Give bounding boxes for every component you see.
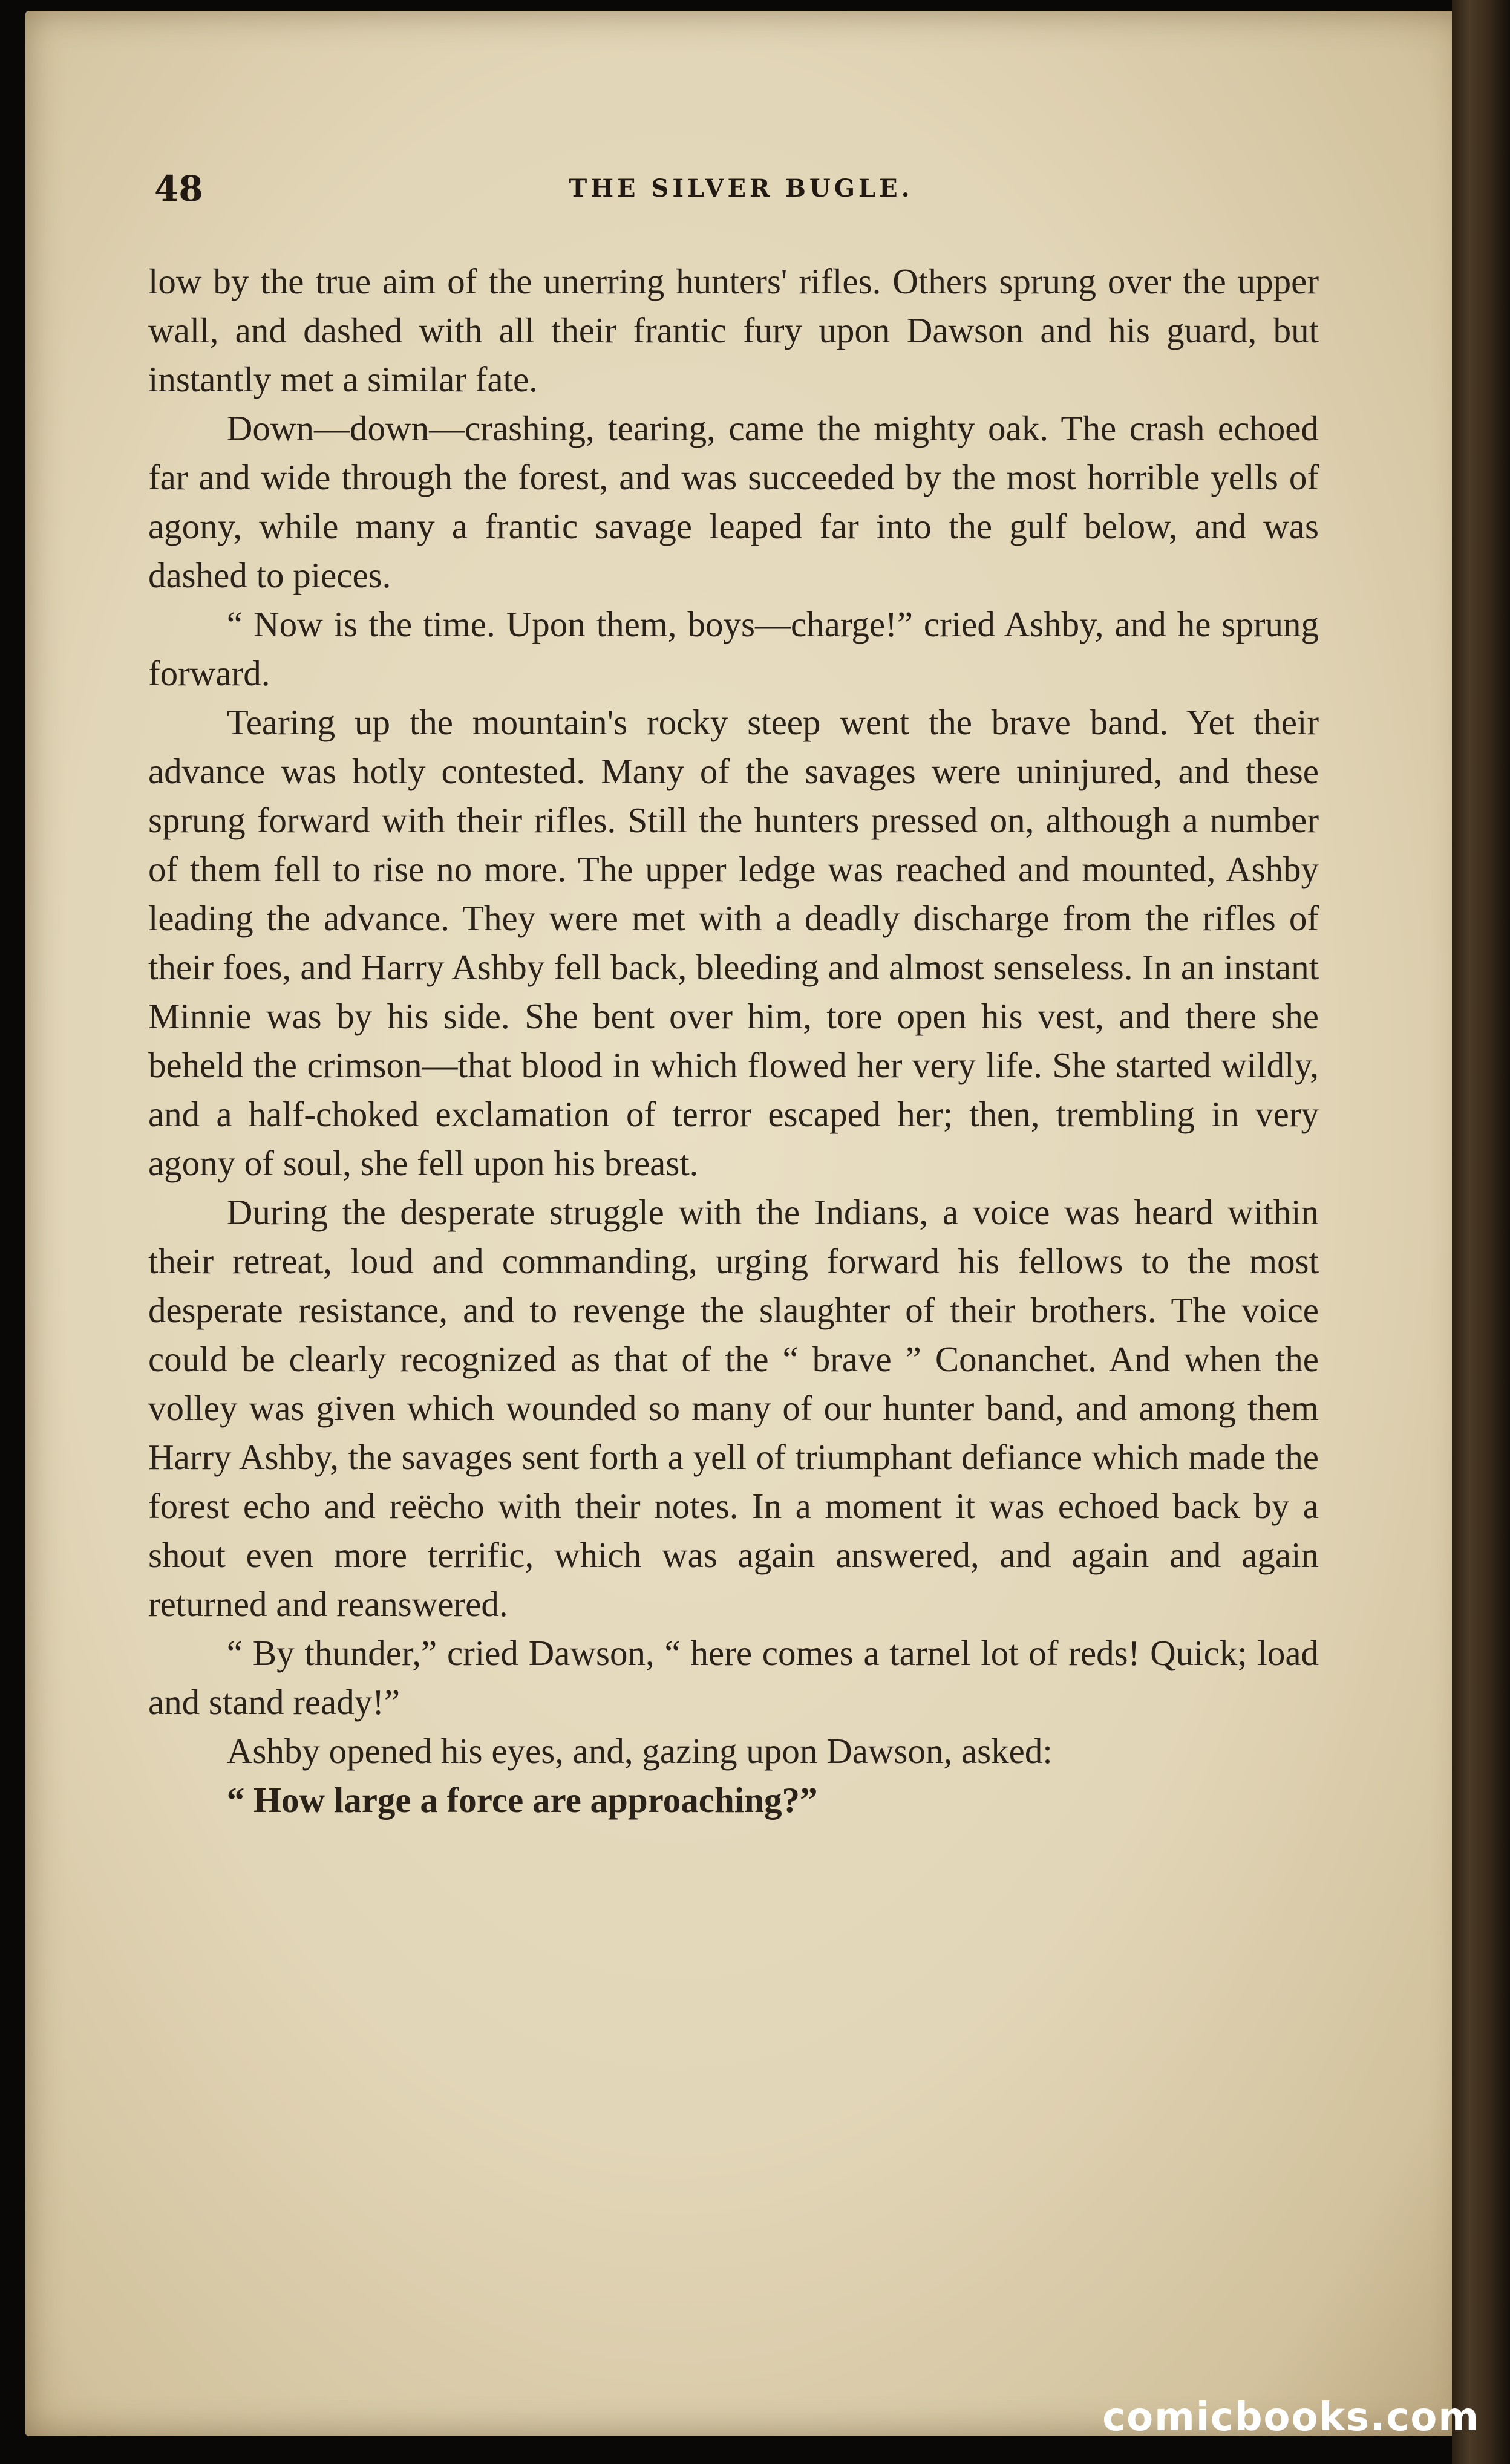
paragraph: Down—down—crashing, tearing, came the mighty oak. The crash echoed far and wide through the forest, and was succeeded by the most horrible yells of agony, while many a frantic savage leaped far into the gulf below, and was dashed to pieces. xyxy=(148,408,1319,595)
page-number: 48 xyxy=(154,168,203,209)
paragraph: Tearing up the mountain's rocky steep went the brave band. Yet their advance was hotly contested. Many of the savages were uninjured, and these sprung forward with their rifles. Still the hunters pressed on, although a number of them fell to rise no more. The upper ledge was reached and mounted, Ashby leading the advance. They were met with a deadly discharge from the rifles of their foes, and Harry Ashby fell back, bleeding and almost senseless. In an instant Minnie was by his side. She bent over him, tore open his vest, and there she beheld the crimson—that blood in which flowed her very life. She started wildly, and a half-choked exclamation of terror escaped her; then, trembling in very agony of soul, she fell upon his breast. xyxy=(148,702,1319,1183)
paragraph: During the desperate struggle with the Indians, a voice was heard within their retreat, loud and commanding, urging forward his fellows to the most desperate resistance, and to revenge the slaughter of their brothers. The voice could be clearly recognized as that of the “ brave ” Conanchet. And when the volley was given which wounded so many of our hunter band, and among them Harry Ashby, the savages sent forth a yell of triumphant defiance which made the forest echo and reëcho with their notes. In a moment it was echoed back by a shout even more terrific, which was again answered, and again and again returned and reanswered. xyxy=(148,1192,1319,1624)
book-spine xyxy=(1452,0,1510,2464)
body-text xyxy=(148,257,1319,1825)
watermark-logo: comicbooks.com xyxy=(1102,2395,1480,2440)
running-head: THE SILVER BUGLE. xyxy=(569,174,914,203)
paragraph: “ How large a force are approaching?” xyxy=(226,1780,818,1820)
paragraph: “ By thunder,” cried Dawson, “ here comes a tarnel lot of reds! Quick; load and stand ready!” xyxy=(148,1633,1319,1722)
paragraph: “ Now is the time. Upon them, boys—charge!” cried Ashby, and he sprung forward. xyxy=(148,604,1319,693)
paragraph: Ashby opened his eyes, and, gazing upon Dawson, asked: xyxy=(226,1731,1053,1771)
paragraph: low by the true aim of the unerring hunters' rifles. Others sprung over the upper wall, and dashed with all their frantic fury upon Dawson and his guard, but instantly met a similar fate. xyxy=(148,261,1319,399)
page-header xyxy=(154,163,1328,218)
